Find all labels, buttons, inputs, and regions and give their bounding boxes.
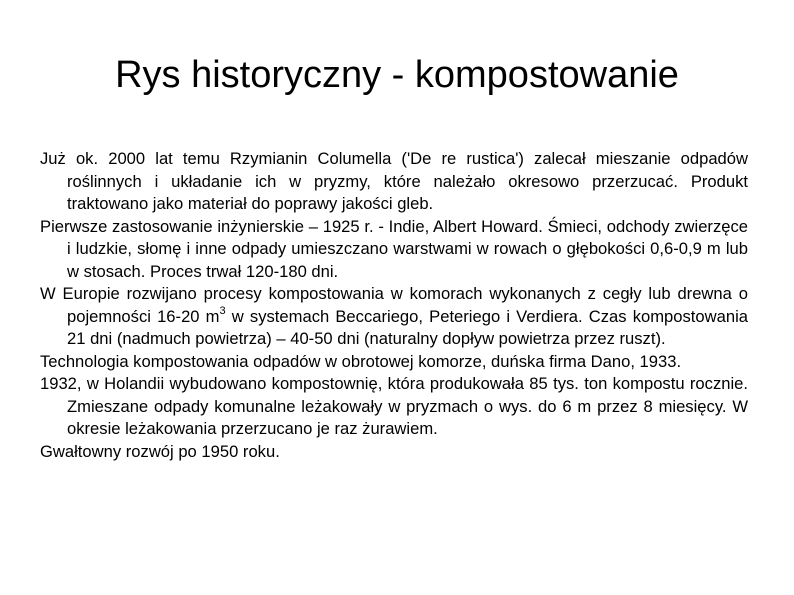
paragraph-dano: Technologia kompostowania odpadów w obrotowej komorze, duńska firma Dano, 1933. — [40, 351, 682, 371]
paragraph-netherlands: 1932, w Holandii wybudowano kompostownię, która produkowała 85 tys. ton kompostu rocznie. Zmieszane odpady komunalne leżakowały w pryzmach o wys. do 6 m przez 8 miesięcy. W okresie leżakowania przerzucano je raz żurawiem. — [40, 374, 748, 438]
paragraph-columella: Już ok. 2000 lat temu Rzymianin Columella ('De re rustica') zalecał mieszanie odpadów roślinnych i układanie ich w pryzmy, które należało okresowo przerzucać. Produkt traktowano jako materiał do poprawy jakości gleb. — [40, 149, 748, 213]
paragraph-howard: Pierwsze zastosowanie inżynierskie – 1925 r. - Indie, Albert Howard. Śmieci, odchody zwierzęce i ludzkie, słomę i inne odpady umieszczano warstwami w rowach o głębokości 0,6-0,9 m lub w stosach. Proces trwał 120-180 dni. — [40, 216, 748, 281]
cubic-superscript: 3 — [219, 304, 226, 317]
paragraph-europe-chambers — [40, 283, 748, 351]
paragraph-after-1950: Gwałtowny rozwój po 1950 roku. — [40, 441, 280, 461]
paragraph-europe-text-after: w systemach Beccariego, Peteriego i Verdiera. Czas kompostowania 21 dni (nadmuch powietrza) – 40-50 dni (naturalny dopływ powietrza przez ruszt). — [67, 306, 748, 348]
slide-body — [40, 148, 748, 463]
slide-title: Rys historyczny - kompostowanie — [115, 54, 679, 96]
paragraph-europe-text-before: W Europie rozwijano procesy kompostowania w komorach wykonanych z cegły lub drewna o pojemności 16-20 m — [40, 284, 748, 326]
